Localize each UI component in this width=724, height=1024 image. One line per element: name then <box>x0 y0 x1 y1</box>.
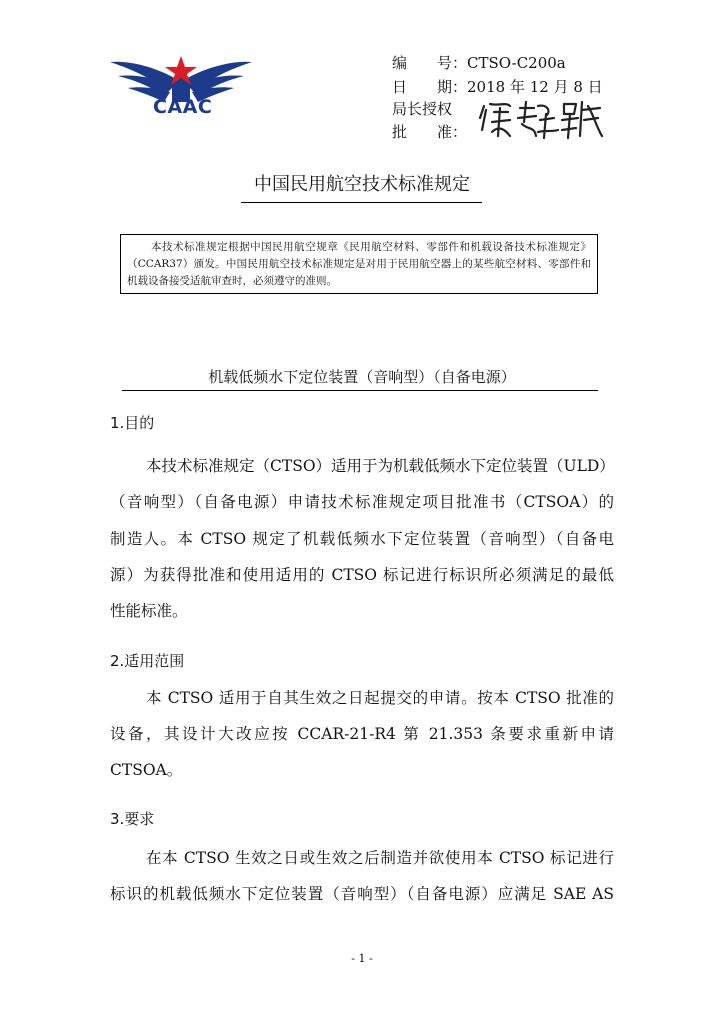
paragraph-line: 在本 CTSO 生效之日或生效之后制造并欲使用本 CTSO 标记进行 <box>146 849 614 867</box>
logo-text: CAAC <box>153 96 213 118</box>
document-date <box>392 76 603 97</box>
section-heading-requirements: 3.要求 <box>110 810 155 828</box>
document-number <box>392 52 566 73</box>
paragraph-line: CTSOA。 <box>110 761 183 779</box>
paragraph-line: 本 CTSO 适用于自其生效之日起提交的申请。按本 CTSO 批准的 <box>146 689 614 707</box>
paragraph-line: （音响型）（自备电源）申请技术标准规定项目批准书（CTSOA）的 <box>110 493 614 511</box>
caac-logo <box>108 50 254 130</box>
standard-title: 机载低频水下定位装置（音响型）（自备电源） <box>208 368 516 386</box>
number-label: 编 号： <box>392 54 468 72</box>
paragraph-line: 设备，其设计大改应按 CCAR-21-R4 第 21.353 条要求重新申请 <box>110 725 614 743</box>
paragraph-line: 制造人。本 CTSO 规定了机载低频水下定位装置（音响型）（自备电 <box>110 530 614 548</box>
paragraph-line: 源）为获得批准和使用适用的 CTSO 标记进行标识所必须满足的最低 <box>110 566 614 584</box>
date-label: 日 期： <box>392 78 468 96</box>
title-underline <box>241 202 482 203</box>
section-heading-scope: 2.适用范围 <box>110 652 185 670</box>
authorization-label: 局长授权 <box>392 100 453 118</box>
paragraph-line: 性能标准。 <box>110 602 188 620</box>
section-heading-purpose: 1.目的 <box>110 414 155 432</box>
signature <box>476 96 606 146</box>
number-value: CTSO-C200a <box>467 54 566 72</box>
paragraph-line: 标识的机载低频水下定位装置（音响型）（自备电源）应满足 SAE AS <box>110 885 614 903</box>
date-value: 2018 年 12 月 8 日 <box>467 78 603 96</box>
paragraph-line: 本技术标准规定（CTSO）适用于为机载低频水下定位装置（ULD） <box>146 457 615 475</box>
notice-box: 本技术标准规定根据中国民用航空规章《民用航空材料、零部件和机载设备技术标准规定》（CCAR37）颁发。中国民用航空技术标准规定是对用于民用航空器上的某些航空材料、零部件和机载设备接受适航审查时，必须遵守的准则。 <box>120 234 598 294</box>
standard-title-underline <box>122 390 598 391</box>
approval-label: 批 准： <box>392 123 468 141</box>
document-title: 中国民用航空技术标准规定 <box>254 174 470 195</box>
page-number: - 1 - <box>351 952 373 965</box>
